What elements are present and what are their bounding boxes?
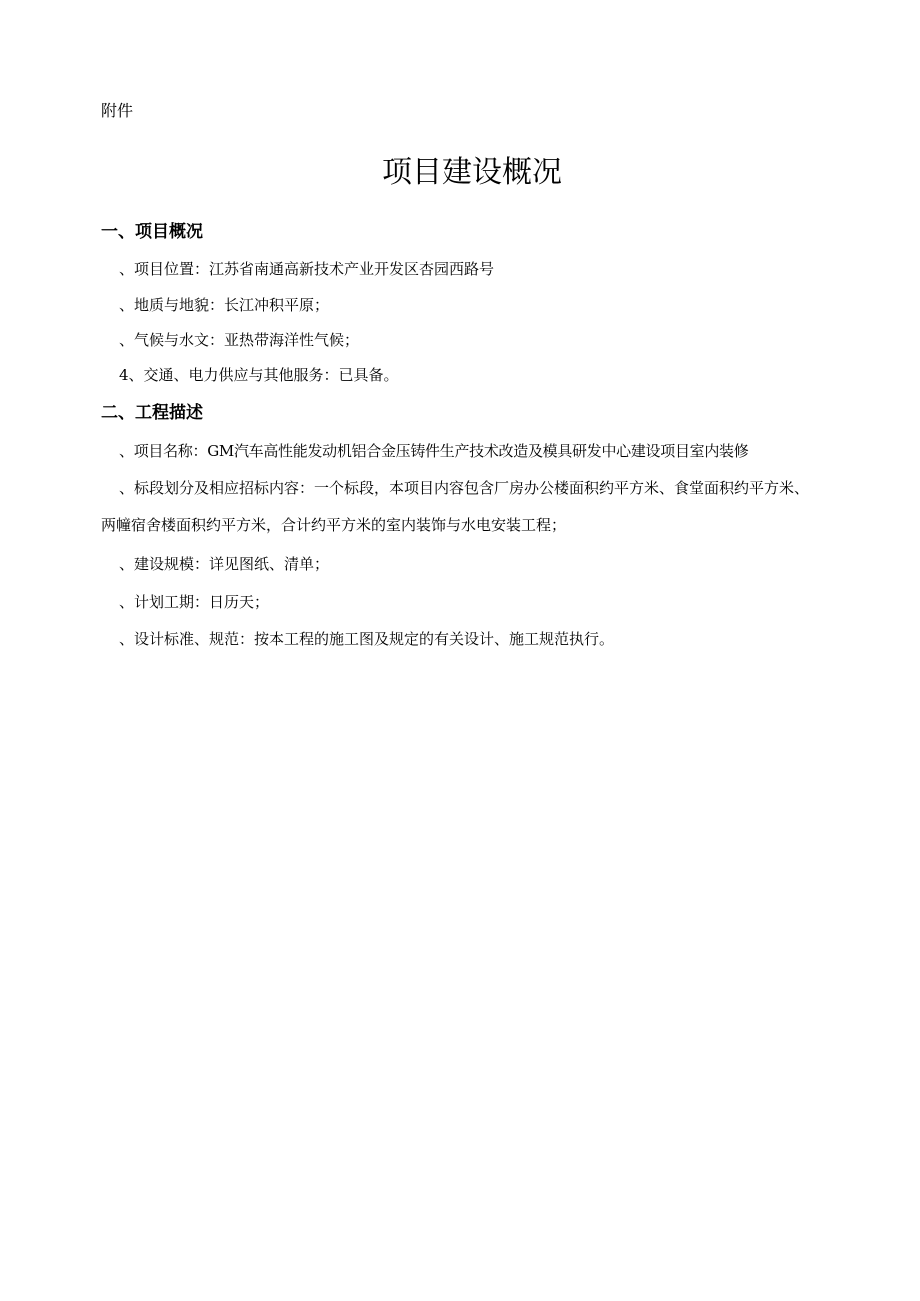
overview-item-geology: 、地质与地貌：长江冲积平原；: [119, 296, 330, 314]
description-item-project-name: 、项目名称：GM汽车高性能发动机铝合金压铸件生产技术改造及模具研发中心建设项目室内装修: [119, 442, 749, 460]
document-title: 项目建设概况: [382, 155, 562, 190]
section-heading-description: 二、工程描述: [101, 403, 203, 423]
overview-item-services: 4、交通、电力供应与其他服务：已具备。: [119, 366, 399, 384]
description-item-bid-sections: 、标段划分及相应招标内容：一个标段，本项目内容包含厂房办公楼面积约平方米、食堂面积约平方米、两幢宿舍楼面积约平方米，合计约平方米的室内装饰与水电安装工程；: [101, 479, 810, 534]
description-item-standards: 、设计标准、规范：按本工程的施工图及规定的有关设计、施工规范执行。: [119, 630, 615, 648]
overview-item-location: 、项目位置：江苏省南通高新技术产业开发区杏园西路号: [119, 260, 495, 278]
overview-item-climate: 、气候与水文：亚热带海洋性气候；: [119, 331, 360, 349]
section-heading-overview: 一、项目概况: [101, 222, 203, 242]
description-item-schedule: 、计划工期：日历天；: [119, 593, 270, 611]
attachment-label: 附件: [101, 101, 134, 120]
description-item-scale: 、建设规模：详见图纸、清单；: [119, 555, 330, 573]
